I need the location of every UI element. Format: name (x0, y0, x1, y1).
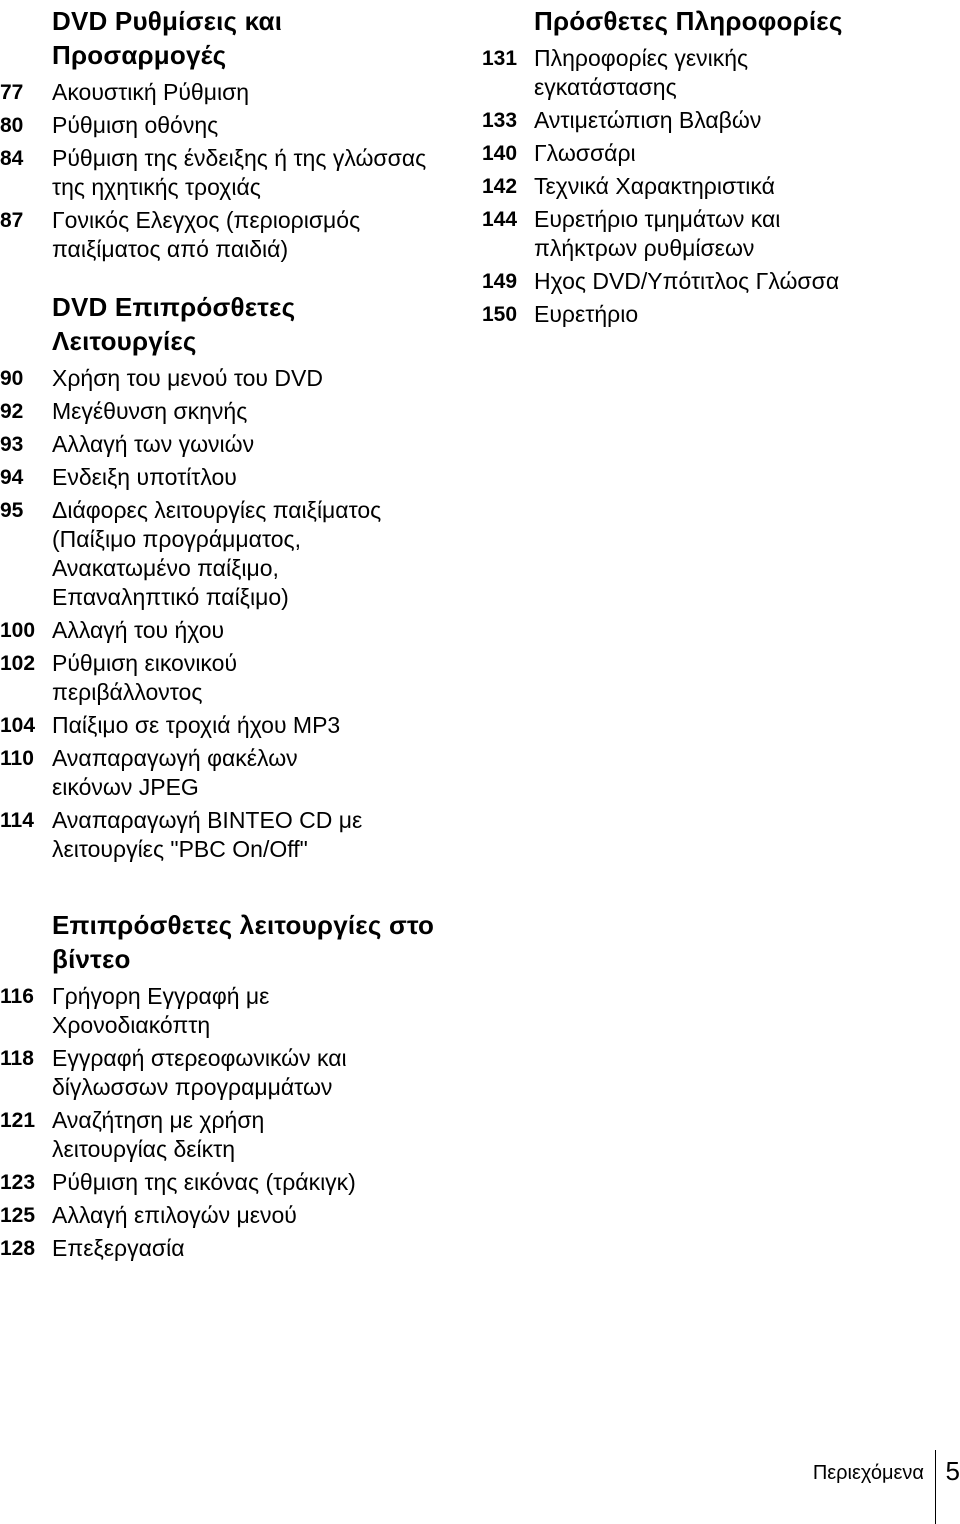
footer-page-number: 5 (945, 1456, 960, 1486)
toc-entry[interactable] (482, 139, 952, 168)
page-number: 110 (0, 747, 34, 770)
toc-entry[interactable] (482, 172, 952, 201)
toc-entry[interactable] (0, 496, 450, 612)
toc-entry[interactable] (482, 205, 952, 263)
page-number: 144 (482, 208, 518, 231)
page-number: 114 (0, 809, 34, 832)
entry-text: Ρύθμιση εικονικού περιβάλλοντος (52, 650, 238, 705)
entry-text: Ρύθμιση της εικόνας (τράκιγκ) (52, 1169, 356, 1195)
page-number: 133 (482, 109, 518, 132)
page-number: 84 (0, 147, 24, 170)
entry-text: Αναπαραγωγή ΒΙΝΤΕΟ CD με λειτουργίες "PBC On/Off" (52, 807, 363, 862)
toc-entry[interactable] (0, 430, 450, 459)
page-number: 125 (0, 1204, 36, 1227)
page-number: 116 (0, 985, 34, 1008)
section-dvd-extra (0, 290, 450, 864)
toc-entry[interactable] (0, 744, 450, 802)
section-title: DVD Ρυθμίσεις και Προσαρμογές (52, 6, 283, 70)
toc-entry[interactable] (0, 1168, 450, 1197)
page-number: 121 (0, 1109, 36, 1132)
left-column (0, 0, 450, 1267)
toc-entry[interactable] (0, 78, 450, 107)
entry-text: Εγγραφή στερεοφωνικών και δίγλωσσων προγραμμάτων (52, 1045, 347, 1100)
entry-text: Επεξεργασία (52, 1235, 185, 1261)
entry-text: Γλωσσάρι (534, 140, 636, 166)
entry-text: Πληροφορίες γενικής εγκατάστασης (534, 45, 749, 100)
entry-text: Αλλαγή του ήχου (52, 617, 225, 643)
page-number: 92 (0, 400, 24, 423)
right-column (482, 0, 952, 333)
entry-text: Αναζήτηση με χρήση λειτουργίας δείκτη (52, 1107, 265, 1162)
page-number: 149 (482, 270, 518, 293)
entry-text: Ρύθμιση οθόνης (52, 112, 219, 138)
page-number: 142 (482, 175, 518, 198)
page-number: 131 (482, 47, 518, 70)
entry-text: Αλλαγή επιλογών μενού (52, 1202, 297, 1228)
toc-entry[interactable] (0, 982, 450, 1040)
page-number: 123 (0, 1171, 36, 1194)
toc-entry[interactable] (0, 1234, 450, 1263)
entry-text: Γρήγορη Εγγραφή με Χρονοδιακόπτη (52, 983, 270, 1038)
page-number: 128 (0, 1237, 36, 1260)
footer-section-label: Περιεχόμενα (812, 1462, 924, 1484)
entry-text: Παίξιμο σε τροχιά ήχου MP3 (52, 712, 341, 738)
entry-text: Αναπαραγωγή φακέλων εικόνων JPEG (52, 745, 298, 800)
toc-entry[interactable] (0, 711, 450, 740)
entry-text: Χρήση του μενού του DVD (52, 365, 323, 391)
toc-entry[interactable] (0, 649, 450, 707)
toc-entry[interactable] (0, 364, 450, 393)
toc-entry[interactable] (482, 267, 952, 296)
section-title: DVD Επιπρόσθετες Λειτουργίες (52, 292, 296, 356)
section-title: Πρόσθετες Πληροφορίες (534, 6, 843, 36)
entry-text: Διάφορες λειτουργίες παιξίματος (Παίξιμο προγράμματος, Ανακατωμένο παίξιμο, Επαναληπτικό παίξιμο) (52, 497, 382, 610)
section-additional-info (482, 0, 952, 329)
toc-entry[interactable] (0, 111, 450, 140)
page-number: 90 (0, 367, 24, 390)
entry-text: Αλλαγή των γωνιών (52, 431, 255, 457)
page-number: 80 (0, 114, 24, 137)
page-number: 93 (0, 433, 24, 456)
toc-entry[interactable] (0, 1106, 450, 1164)
toc-entry[interactable] (0, 206, 450, 264)
toc-entry[interactable] (0, 1044, 450, 1102)
page-number: 118 (0, 1047, 34, 1070)
page-footer (780, 1450, 960, 1524)
toc-entry[interactable] (482, 300, 952, 329)
entry-text: Τεχνικά Χαρακτηριστικά (534, 173, 775, 199)
entry-text: Μεγέθυνση σκηνής (52, 398, 248, 424)
page-number: 100 (0, 619, 36, 642)
page-number: 102 (0, 652, 36, 675)
toc-entry[interactable] (0, 1201, 450, 1230)
page-number: 95 (0, 499, 24, 522)
page-number: 140 (482, 142, 518, 165)
toc-entry[interactable] (482, 44, 952, 102)
page-number: 87 (0, 209, 24, 232)
toc-entry[interactable] (0, 806, 450, 864)
section-title: Επιπρόσθετες λειτουργίες στο βίντεο (52, 910, 435, 974)
entry-text: Ακουστική Ρύθμιση (52, 79, 250, 105)
entry-text: Ρύθμιση της ένδειξης ή της γλώσσας της ηχητικής τροχιάς (52, 145, 427, 200)
entry-text: Ενδειξη υποτίτλου (52, 464, 237, 490)
toc-entry[interactable] (0, 397, 450, 426)
section-dvd-setup (0, 0, 450, 264)
page-number: 77 (0, 81, 24, 104)
toc-entry[interactable] (0, 144, 450, 202)
entry-text: Αντιμετώπιση Βλαβών (534, 107, 762, 133)
section-vcr-extra (0, 908, 450, 1263)
entry-text: Γονικός Ελεγχος (περιορισμός παιξίματος από παιδιά) (52, 207, 361, 262)
entry-text: Ευρετήριο (534, 301, 639, 327)
toc-entry[interactable] (0, 616, 450, 645)
footer-divider (935, 1450, 936, 1524)
toc-entry[interactable] (482, 106, 952, 135)
entry-text: Ηχος DVD/Υπότιτλος Γλώσσα (534, 268, 840, 294)
toc-entry[interactable] (0, 463, 450, 492)
page-number: 94 (0, 466, 24, 489)
page-number: 104 (0, 714, 36, 737)
entry-text: Ευρετήριο τμημάτων και πλήκτρων ρυθμίσεων (534, 206, 781, 261)
page-number: 150 (482, 303, 518, 326)
